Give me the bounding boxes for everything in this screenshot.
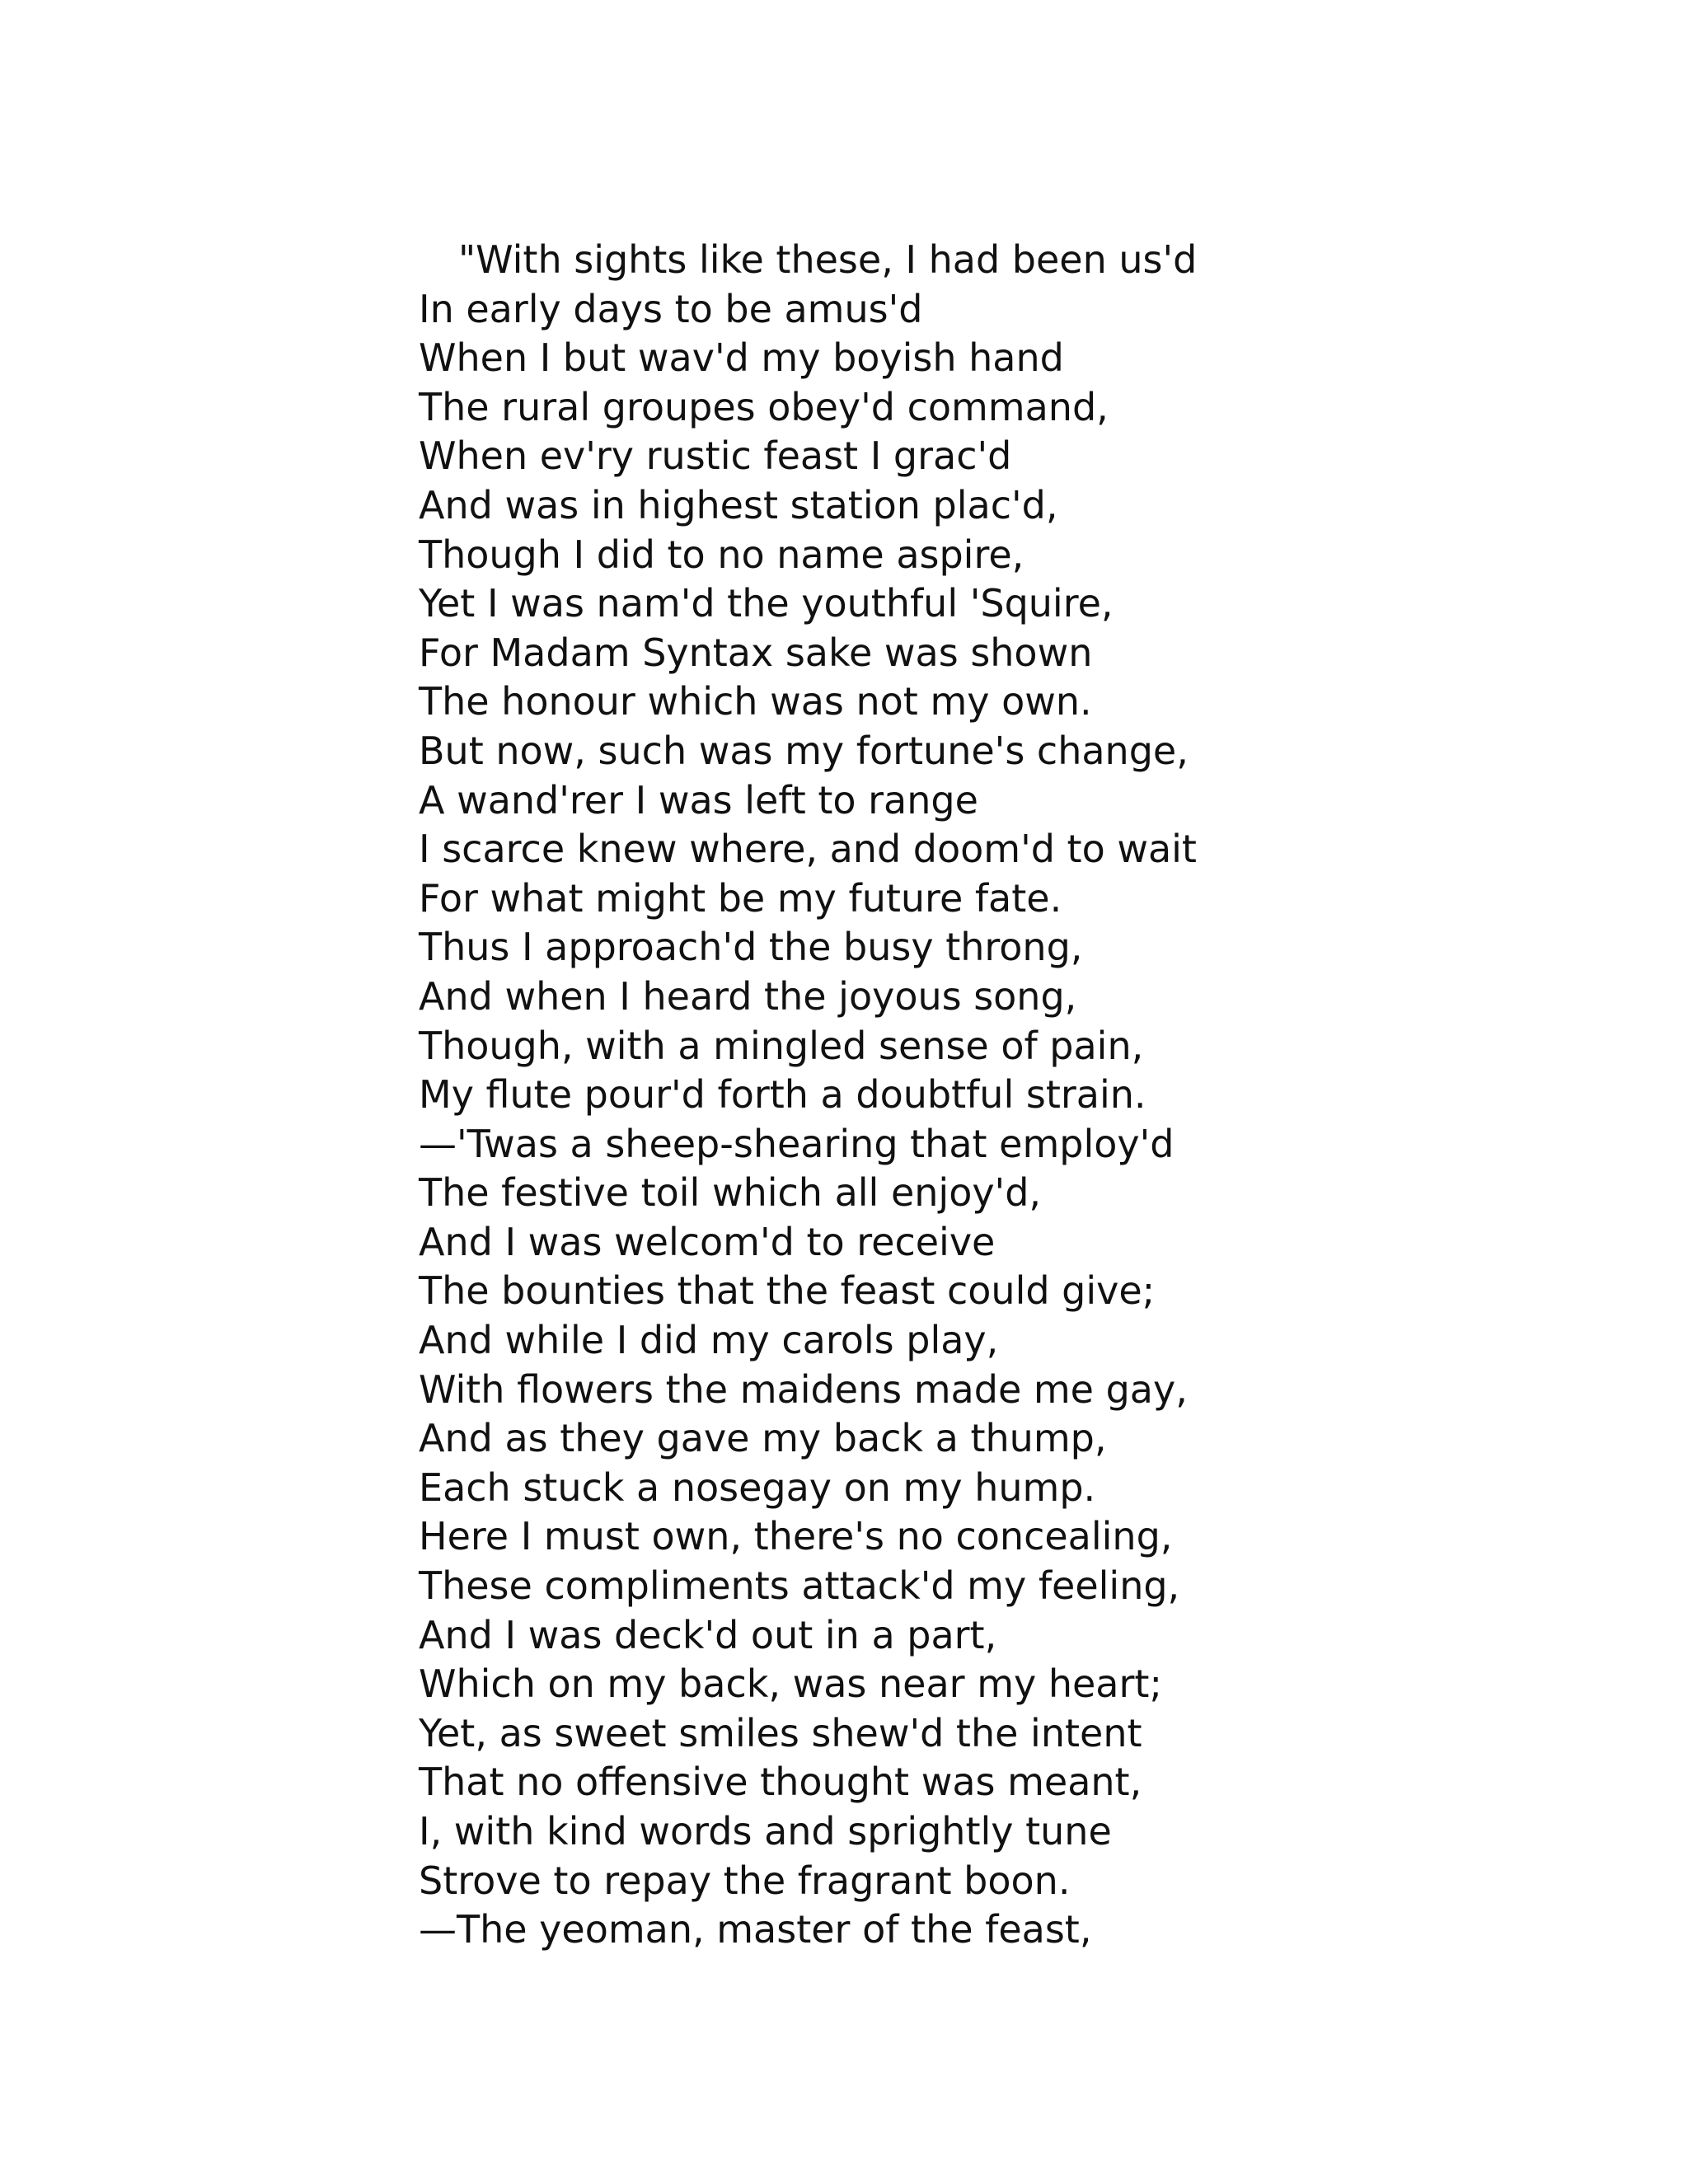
poem-line: Yet I was nam'd the youthful 'Squire, [419, 581, 1114, 626]
poem-line: And when I heard the joyous song, [419, 973, 1077, 1019]
poem-line: A wand'rer I was left to range [419, 777, 978, 823]
poem-line: And was in highest station plac'd, [419, 482, 1058, 527]
poem-line: My flute pour'd forth a doubtful strain. [419, 1072, 1146, 1118]
poem-line: The rural groupes obey'd command, [419, 384, 1109, 429]
poem-line: These compliments attack'd my feeling, [419, 1563, 1180, 1609]
poem-line: Here I must own, there's no concealing, [419, 1514, 1173, 1559]
poem-line: Strove to repay the fragrant boon. [419, 1858, 1071, 1903]
poem-line: And I was deck'd out in a part, [419, 1612, 997, 1657]
poem-line: The festive toil which all enjoy'd, [419, 1170, 1042, 1216]
poem-line: Though I did to no name aspire, [419, 532, 1025, 577]
poem-line: When ev'ry rustic feast I grac'd [419, 434, 1012, 479]
poem-line: Though, with a mingled sense of pain, [419, 1023, 1144, 1068]
poem-line: With flowers the maidens made me gay, [419, 1366, 1188, 1412]
poem-line: I scarce knew where, and doom'd to wait [419, 827, 1197, 872]
poem-line: In early days to be amus'd [419, 286, 923, 331]
poem-line: And while I did my carols play, [419, 1318, 999, 1363]
poem-line: But now, such was my fortune's change, [419, 728, 1189, 773]
poem-line: I, with kind words and sprightly tune [419, 1809, 1112, 1854]
poem-line: When I but wav'd my boyish hand [419, 335, 1064, 381]
poem-line: And I was welcom'd to receive [419, 1219, 996, 1264]
poem-line: Each stuck a nosegay on my hump. [419, 1465, 1096, 1510]
poem-line: Yet, as sweet smiles shew'd the intent [419, 1710, 1142, 1755]
poem-text [419, 236, 1655, 1955]
poem-line: "With sights like these, I had been us'd [458, 237, 1198, 282]
poem-line: —'Twas a sheep-shearing that employ'd [419, 1121, 1175, 1166]
poem-line: —The yeoman, master of the feast, [419, 1907, 1092, 1952]
poem-line: That no offensive thought was meant, [419, 1760, 1142, 1805]
poem-line: For Madam Syntax sake was shown [419, 630, 1093, 675]
poem-line: Thus I approach'd the busy throng, [419, 925, 1083, 970]
poem-line: For what might be my future fate. [419, 875, 1062, 921]
poem-line: And as they gave my back a thump, [419, 1416, 1107, 1461]
poem-line: The bounties that the feast could give; [419, 1268, 1156, 1314]
poem-line: The honour which was not my own. [419, 679, 1092, 724]
poem-line: Which on my back, was near my heart; [419, 1661, 1162, 1707]
